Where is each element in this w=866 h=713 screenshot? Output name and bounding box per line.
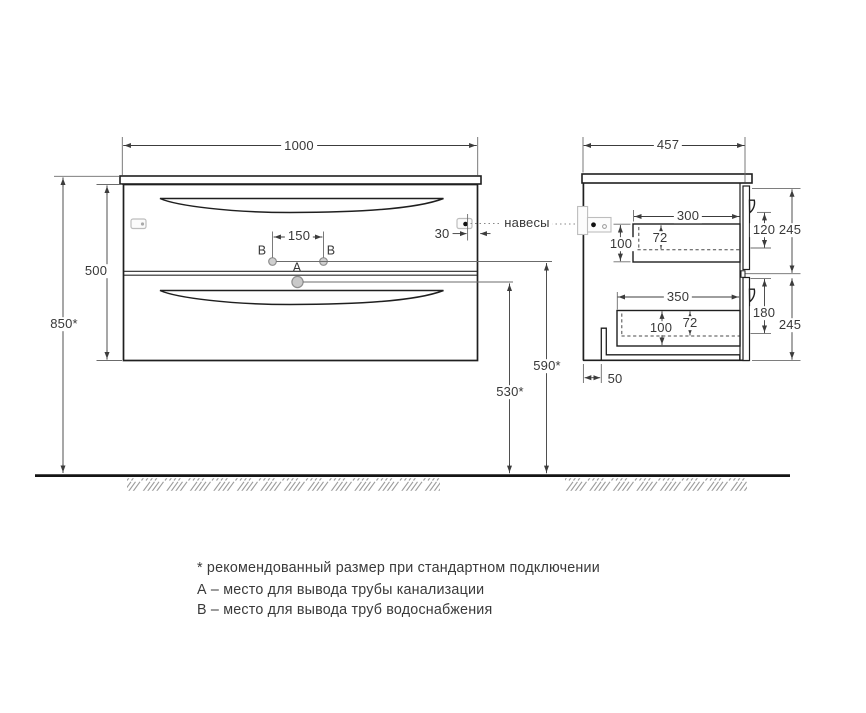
floor-hatching-left <box>127 478 440 491</box>
dim-label-30: 30 <box>432 227 453 241</box>
dim-label-50: 50 <box>605 372 626 386</box>
dim-label-590: 590* <box>530 359 564 373</box>
legend-note-b: В – место для вывода труб водоснабжения <box>197 602 493 618</box>
dim-label-530: 530* <box>493 385 527 399</box>
drawer-gap-detail <box>741 271 745 278</box>
legend-note-asterisk: * рекомендованный размер при стандартном подключении <box>197 560 600 576</box>
floor-hatching-right <box>565 478 747 491</box>
wall-bracket-icon <box>578 207 611 235</box>
dim-label-120: 120 <box>750 223 778 237</box>
legend-note-a: А – место для вывода трубы канализации <box>197 582 485 598</box>
dim-label-850: 850* <box>47 317 81 331</box>
dim-label-500: 500 <box>82 264 110 278</box>
handle-profile-bottom <box>750 289 755 302</box>
floor-line <box>35 476 790 491</box>
countertop-front <box>120 176 481 184</box>
countertop-side <box>582 174 752 183</box>
dim-label-300: 300 <box>674 209 702 223</box>
dim-label-350: 350 <box>664 290 692 304</box>
dim-label-180: 180 <box>750 306 778 320</box>
hangers-label: навесы <box>501 216 552 230</box>
dim-label-100-bottom: 100 <box>647 321 675 335</box>
hanger-right-icon <box>457 219 472 229</box>
dim-label-72-top: 72 <box>650 231 671 245</box>
dim-label-72-bottom: 72 <box>680 316 701 330</box>
dim-label-1000: 1000 <box>281 139 317 153</box>
dim-label-150: 150 <box>285 229 313 243</box>
drawer-front-top-side <box>743 186 750 270</box>
hanger-left-icon <box>131 219 146 229</box>
water-hole-left <box>269 258 277 266</box>
drain-hole <box>292 276 303 287</box>
label-a: A <box>292 260 302 275</box>
drawer-box-bottom <box>617 311 740 347</box>
drawer-front-bottom-side <box>743 278 750 361</box>
label-b-left: B <box>257 243 267 258</box>
label-b-right: B <box>326 243 336 258</box>
dim-label-245-top: 245 <box>776 223 804 237</box>
dim-label-245-bottom: 245 <box>776 318 804 332</box>
dim-label-457: 457 <box>654 138 682 152</box>
dim-label-100-top: 100 <box>607 237 635 251</box>
handle-profile-top <box>750 200 755 213</box>
